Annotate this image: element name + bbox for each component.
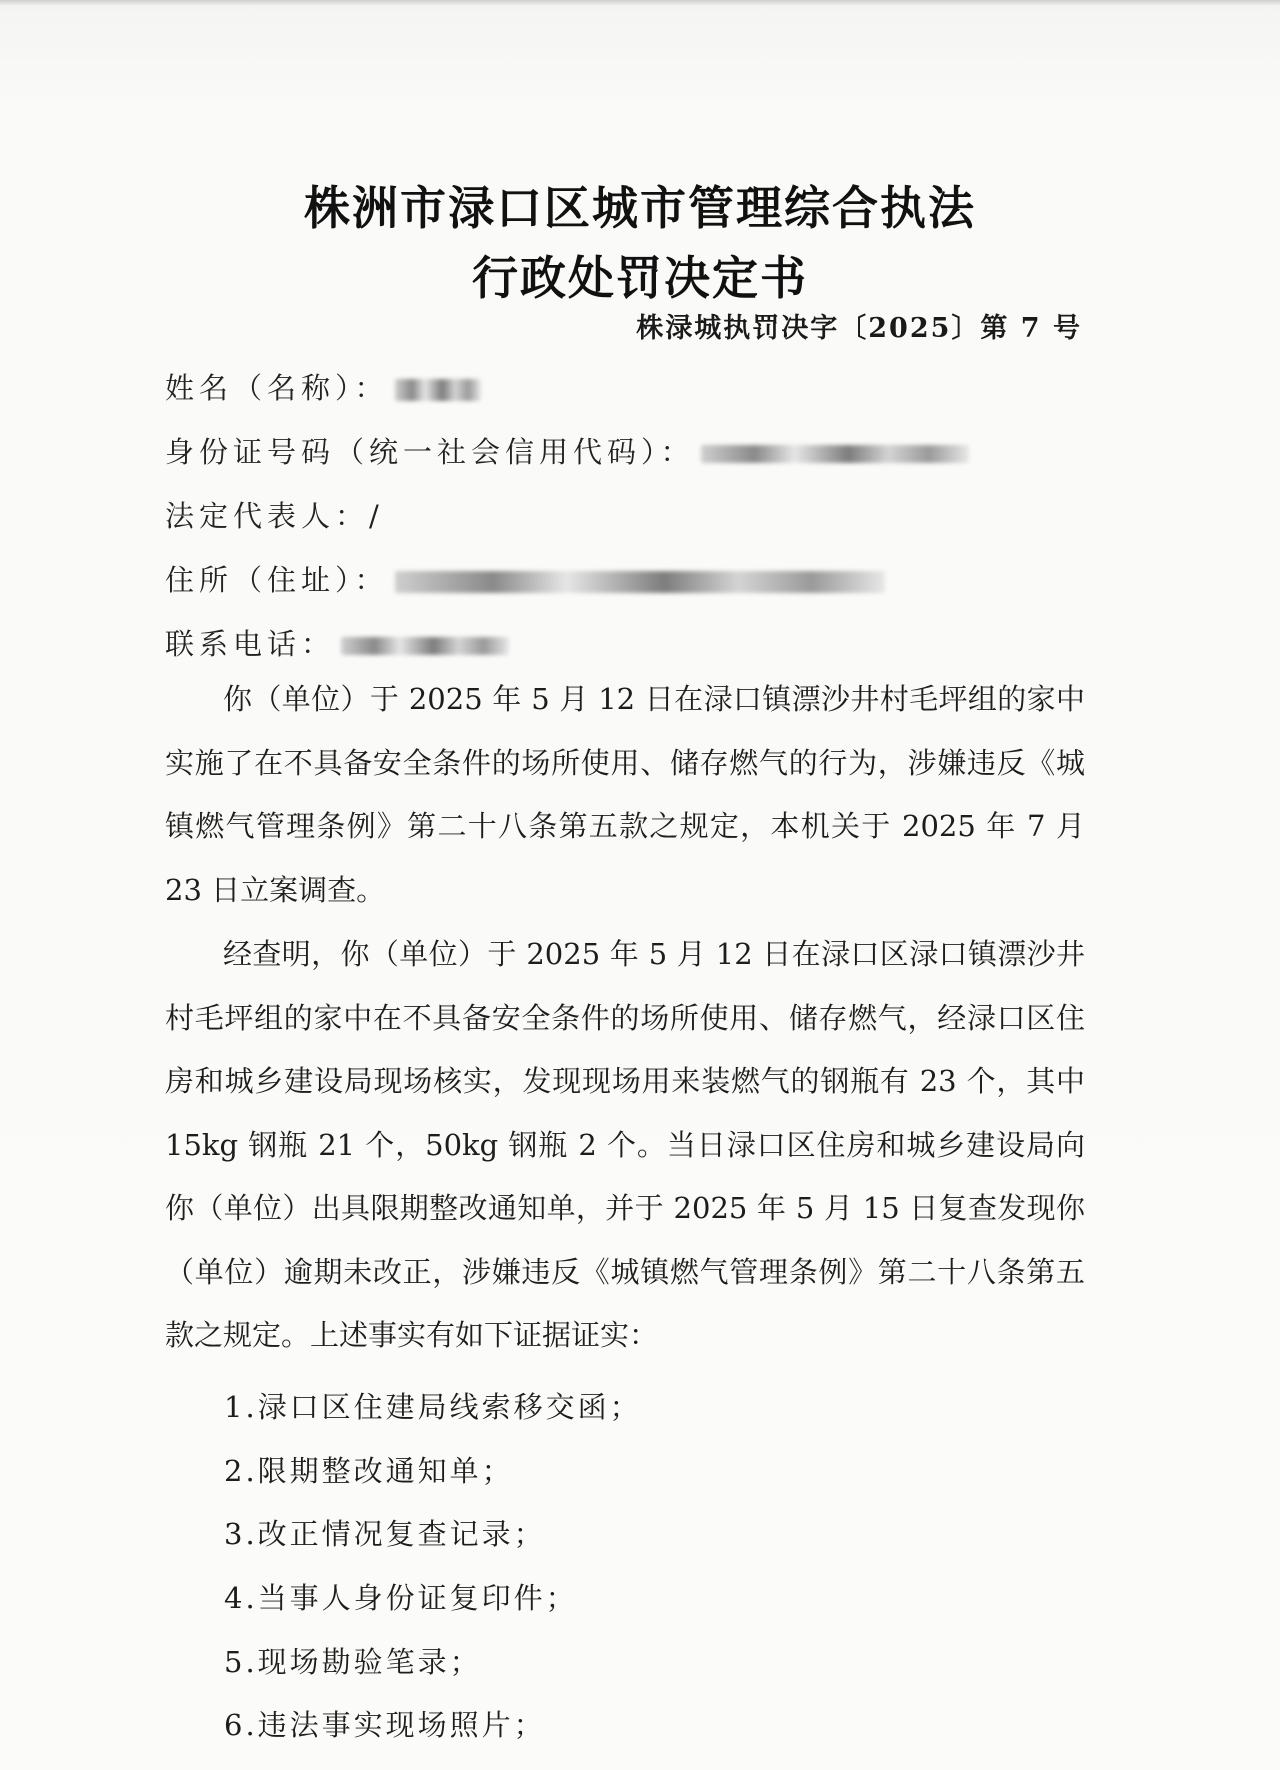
- legal-rep-field: [165, 494, 384, 535]
- document-number: 株渌城执罚决字〔2025〕第 7 号: [636, 313, 1082, 344]
- evidence-item: 2.限期整改通知单；: [224, 1454, 514, 1488]
- evidence-item: 1.渌口区住建局线索移交函；: [224, 1390, 642, 1424]
- legal-rep-label: 法定代表人：: [165, 499, 370, 533]
- evidence-item: 4.当事人身份证复印件；: [224, 1581, 578, 1615]
- address-redaction: [395, 571, 885, 593]
- name-redaction: [395, 379, 481, 401]
- evidence-item: 3.改正情况复查记录；: [224, 1517, 546, 1551]
- page-top-edge: [0, 0, 1280, 6]
- name-label: 姓名（名称）：: [165, 371, 389, 405]
- paragraph-findings: 经查明，你（单位）于 2025 年 5 月 12 日在渌口区渌口镇漂沙井村毛坪组的家中在不具备安全条件的场所使用、储存燃气，经渌口区住房和城乡建设局现场核实，发现现场用来装燃气的钢瓶有 23 个，其中 15kg 钢瓶 21 个，50kg 钢瓶 2 个。当日渌口区住房和城乡建设局向你（单位）出具限期整改通知单，并于 2025 年 5 月 15 日复查发现你（单位）逾期未改正，涉嫌违反《城镇燃气管理条例》第二十八条第五款之规定。上述事实有如下证据证实：: [165, 937, 1085, 1352]
- id-number-label: 身份证号码（统一社会信用代码）：: [165, 435, 695, 469]
- address-field: [165, 558, 885, 599]
- name-field: [165, 366, 481, 407]
- phone-label: 联系电话：: [165, 627, 336, 661]
- paragraph-case-filing: 你（单位）于 2025 年 5 月 12 日在渌口镇漂沙井村毛坪组的家中实施了在不具备安全条件的场所使用、储存燃气的行为，涉嫌违反《城镇燃气管理条例》第二十八条第五款之规定，本机关于 2025 年 7 月 23 日立案调查。: [165, 682, 1085, 907]
- id-number-redaction: [701, 445, 969, 463]
- phone-redaction: [341, 637, 509, 655]
- address-label: 住所（住址）：: [165, 563, 389, 597]
- legal-rep-value: /: [369, 499, 384, 533]
- evidence-item: 6.违法事实现场照片；: [224, 1708, 546, 1742]
- evidence-item: 5.现场勘验笔录；: [224, 1645, 482, 1679]
- id-number-field: [165, 430, 969, 471]
- document-title-line-1: 株洲市渌口区城市管理综合执法: [304, 181, 976, 235]
- phone-field: [165, 622, 509, 663]
- document-title-line-2: 行政处罚决定书: [472, 251, 808, 305]
